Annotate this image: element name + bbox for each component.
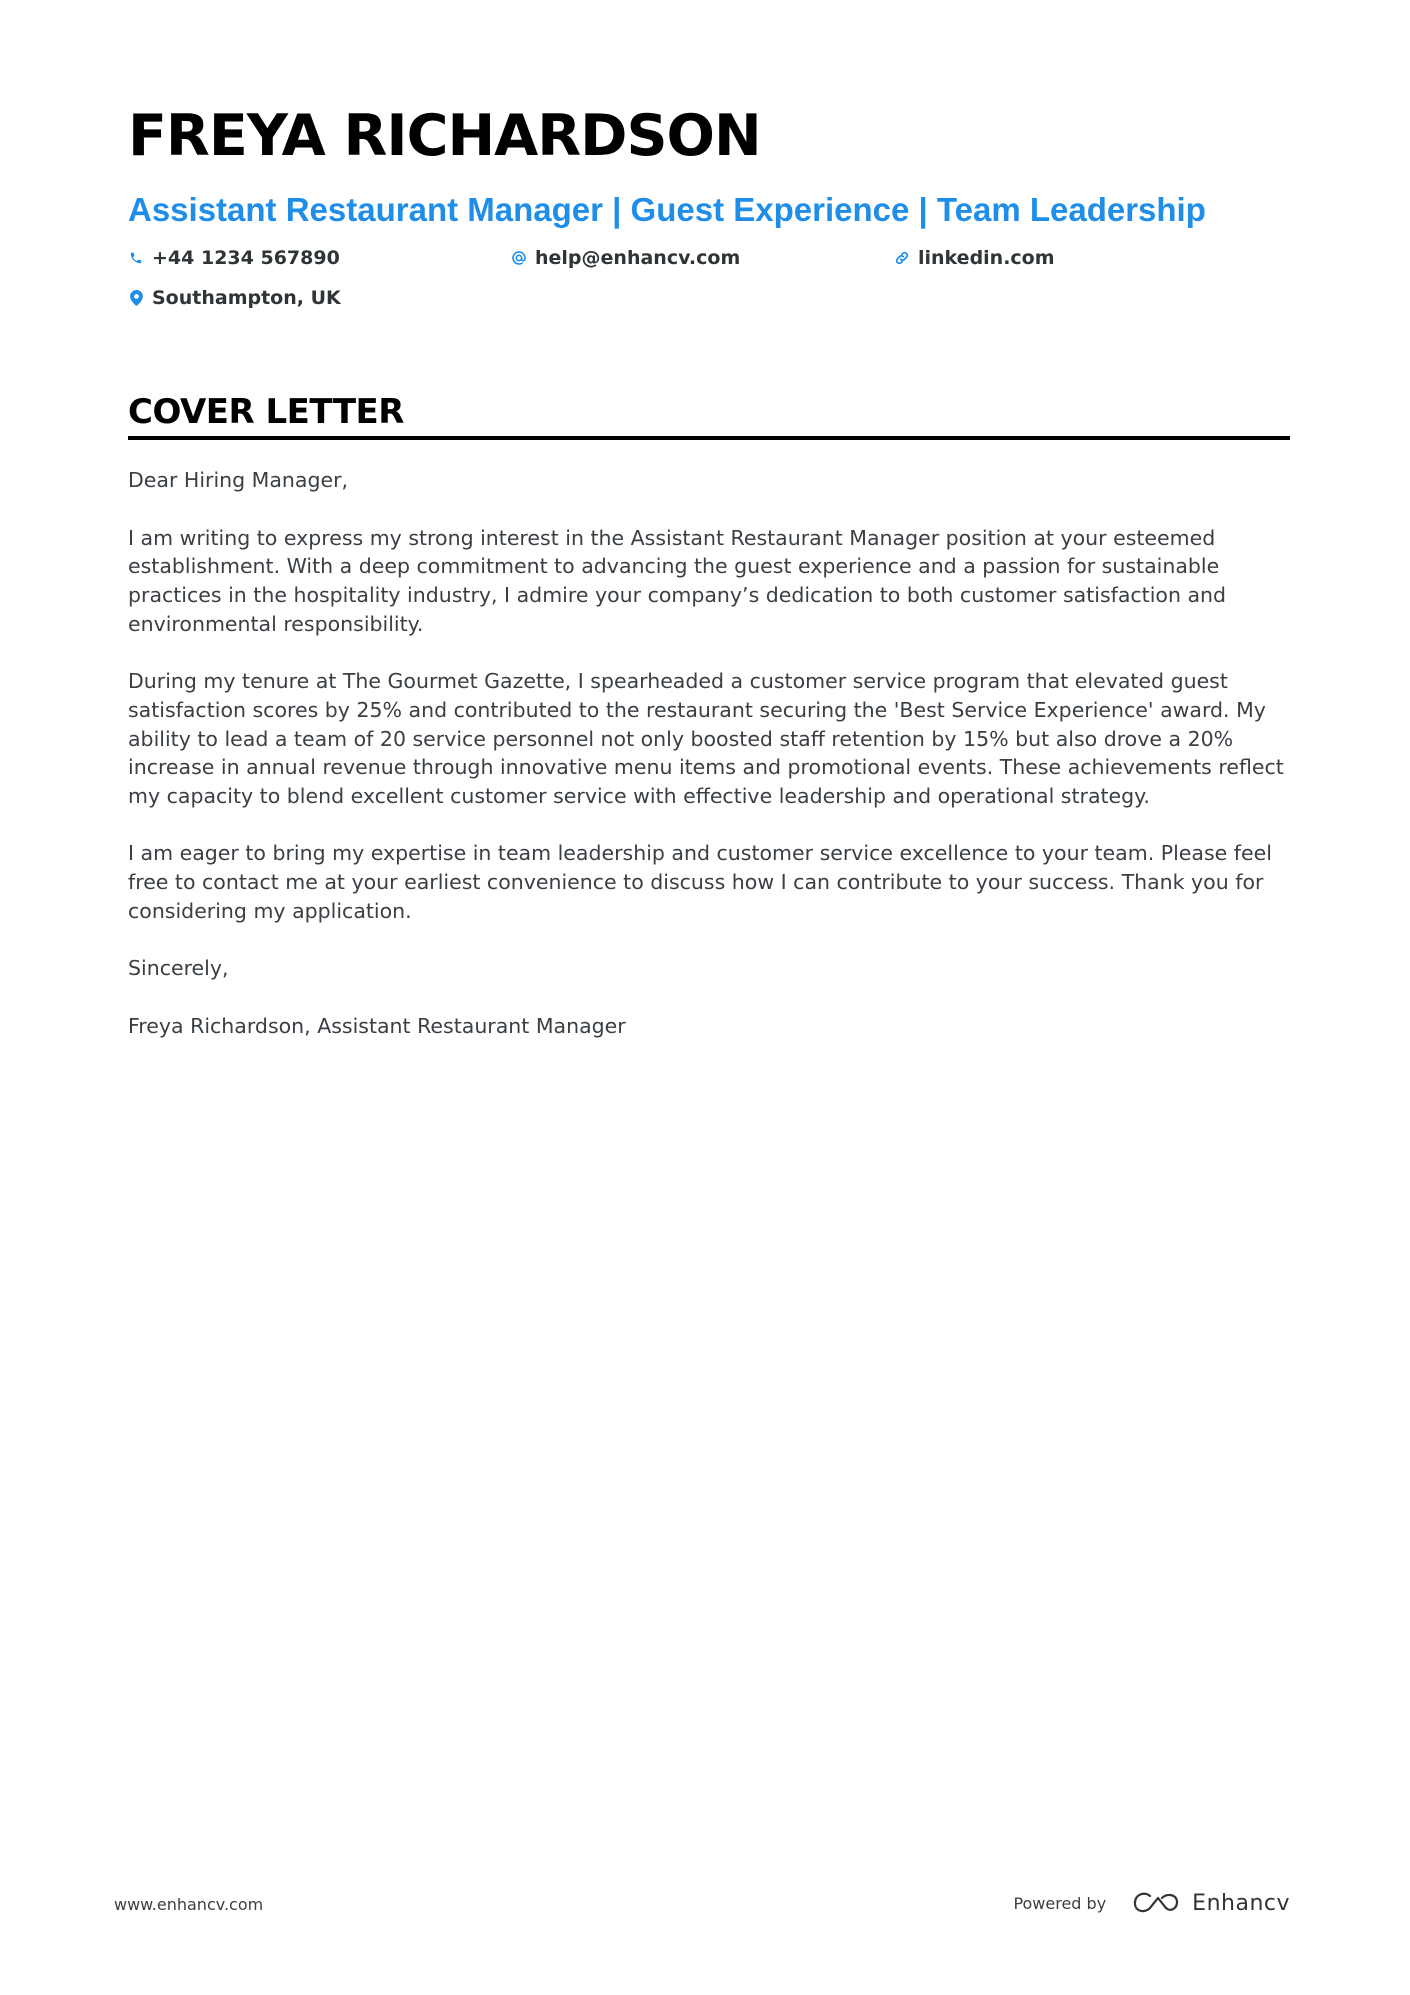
phone-icon — [128, 250, 144, 266]
candidate-name: FREYA RICHARDSON — [128, 103, 761, 169]
brand-name: Enhancv — [1192, 1890, 1290, 1916]
letter-closing: Sincerely, — [128, 956, 229, 981]
location-pin-icon — [128, 290, 144, 306]
location-text: Southampton, UK — [152, 286, 341, 309]
contact-phone — [128, 244, 511, 272]
at-icon — [511, 250, 527, 266]
letter-paragraph: During my tenure at The Gourmet Gazette, I spearheaded a customer service program that elevated guest satisfaction scores by 25% and contributed to the restaurant securing the 'Best Service Experience' award. My ability to lead a team of 20 service personnel not only boosted staff retention by 15% but also drove a 20% increase in annual revenue through innovative menu items and promotional events. These achievements reflect my capacity to blend excellent customer service with effective leadership and operational strategy. — [128, 669, 1284, 809]
section-title: COVER LETTER — [128, 391, 404, 432]
email-text[interactable]: help@enhancv.com — [535, 246, 741, 269]
contact-location — [128, 284, 511, 312]
letter-paragraph: I am eager to bring my expertise in team leadership and customer service excellence to your team. Please feel free to contact me at your earliest convenience to discuss how I can contribute to your success. Thank you for considering my application. — [128, 841, 1272, 923]
contact-link[interactable] — [894, 244, 1277, 272]
powered-by-text: Powered by — [1013, 1893, 1107, 1913]
letter-greeting: Dear Hiring Manager, — [128, 468, 349, 493]
letter-paragraph: I am writing to express my strong interest in the Assistant Restaurant Manager position at your esteemed establishment. With a deep commitment to advancing the guest experience and a passion for sustainable practices in the hospitality industry, I admire your company’s dedication to both customer satisfaction and environmental responsibility. — [128, 525, 1227, 636]
cover-letter-page — [128, 103, 1290, 1069]
contact-email[interactable] — [511, 244, 894, 272]
link-text[interactable]: linkedin.com — [918, 246, 1055, 269]
contact-info — [128, 244, 1290, 312]
letter-body — [128, 466, 1290, 1040]
footer-website[interactable]: www.enhancv.com — [114, 1895, 264, 1914]
link-icon — [894, 250, 910, 266]
section-divider — [128, 436, 1290, 440]
phone-text: +44 1234 567890 — [152, 246, 340, 269]
enhancv-logo-icon — [1132, 1890, 1180, 1916]
footer-branding — [1013, 1885, 1290, 1921]
candidate-headline: Assistant Restaurant Manager | Guest Experience | Team Leadership — [128, 191, 1206, 228]
letter-signature: Freya Richardson, Assistant Restaurant Manager — [128, 1013, 626, 1038]
